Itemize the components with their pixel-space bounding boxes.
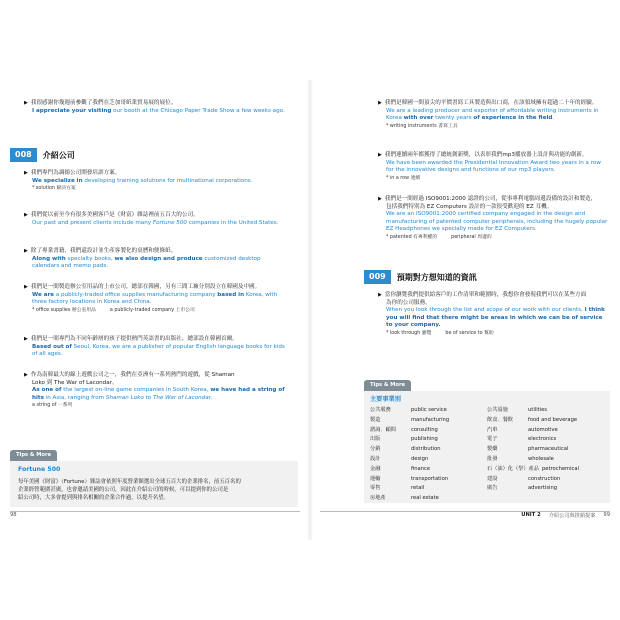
- text: 當你瀏覽我們提供給客戶的工作清單和範圍時，我想你會發現我們可以在某些方面: [384, 292, 587, 298]
- text: 我很感謝你幾週前參觀了我們在芝加哥紙業貿易展的展位。: [30, 100, 177, 106]
- text: Seoul, Korea, we are a publisher of popular English language books for kids of all ages.: [32, 343, 285, 358]
- entry-iso-company: [378, 196, 608, 241]
- text: consulting: [411, 426, 438, 433]
- text: 製藥: [487, 446, 498, 453]
- entry-appreciate-visit: [24, 100, 286, 115]
- text: * writing instruments 書寫工具: [386, 123, 458, 129]
- vocab-row: [370, 494, 608, 504]
- text: 石（油）化（學）產品: [487, 465, 539, 472]
- bullet-icon: ▶: [24, 372, 28, 378]
- text: 汽車: [487, 426, 498, 433]
- text: 廣告: [487, 485, 498, 492]
- text: 房地產: [370, 495, 386, 502]
- text: customized desktop calendars and memo pads.: [32, 255, 261, 270]
- text: a publicly-traded office supplies manufacturing company: [54, 291, 218, 298]
- bullet-icon: ▶: [24, 100, 28, 106]
- vocab-row: [370, 475, 608, 485]
- entry-innovation-award: [378, 152, 608, 182]
- text: real estate: [411, 495, 439, 502]
- text: automotive: [528, 426, 558, 433]
- text: Our past and present clients include many: [32, 219, 153, 226]
- text: 諮詢．顧問: [370, 426, 396, 433]
- section-008-header: [10, 148, 75, 162]
- vocab-row: [370, 484, 608, 494]
- text: pharmaceutical: [528, 446, 569, 453]
- text: We are an ISO9001:2000 certified company engaged in the design and manufacturing of patented computer peripherals, including the hugely popular EZ Headphones we specially made for EZ Computers.: [386, 211, 608, 233]
- text: 每年美國《財富》（Fortune）雜誌會依照年度營業額選出全球五百大的企業排名，前五百名的: [18, 479, 241, 485]
- text: transportation: [411, 475, 449, 482]
- text: We have been awarded the Presidential Innovation Award two years in a row for the innovative designs and functions of our mp3 players.: [386, 159, 601, 174]
- text: our booth at the Chicago Paper Trade Show a few weeks ago.: [111, 107, 285, 114]
- book-gutter: [307, 80, 313, 540]
- bullet-icon: ▶: [378, 292, 382, 298]
- text: 製造: [370, 416, 381, 423]
- text: distribution: [411, 446, 441, 453]
- text: advertising: [528, 485, 558, 492]
- text: based in: [217, 291, 245, 298]
- text: 我們是一間專門為不同年齡層的孩子提供熱門英語書的出版社，總部設在韓國首爾。: [30, 336, 238, 342]
- entry-office-supplies: [24, 284, 286, 314]
- text: Korea, with three factory locations in Korea and China.: [32, 291, 278, 306]
- section-009-header: [364, 270, 477, 284]
- text: 我們是一間製造辦公室用品的上市公司，總部在韓國，另有三間工廠分別設立在韓國及中國。: [30, 284, 261, 290]
- text: wholesale: [528, 455, 554, 462]
- text: peripheral 周邊的: [451, 234, 492, 240]
- text: electronics: [528, 436, 557, 443]
- text: The War of Lacondar: [153, 394, 211, 401]
- text: 包括我們特別為 EZ Computers 設計的一款很受歡迎的 EZ 耳機。: [386, 203, 553, 210]
- text: of experience in the field: [473, 115, 553, 122]
- text: * look through 瀏覽: [386, 330, 432, 336]
- text: petrochemical: [542, 465, 580, 472]
- text: a string of 一系列: [32, 403, 73, 409]
- vocab-row: [370, 426, 608, 436]
- footer-rule-left: [10, 511, 300, 512]
- text: 我們連續兩年都獲得了總統創新獎，以表彰我們mp3播放器上設計與功能的創新。: [384, 152, 588, 158]
- text: design: [411, 455, 429, 462]
- text: As one of: [32, 387, 62, 394]
- text: * in a row 連續: [386, 175, 421, 181]
- text: 建設: [487, 475, 498, 482]
- text: with over: [403, 115, 434, 122]
- text: 我們是一間經過 ISO9001:2000 認證的公司，從事專利電腦周邊設備的設計和製造，: [384, 196, 597, 202]
- text: We specialize in: [32, 177, 83, 184]
- text: companies in the United States.: [186, 219, 279, 226]
- text: * office supplies 辦公室用品: [32, 307, 96, 313]
- vocab-row: [370, 465, 608, 475]
- entry-calendars: [24, 248, 286, 271]
- vocab-row: [370, 416, 608, 426]
- section-number: 009: [364, 270, 391, 284]
- page-number-right: 99: [603, 512, 610, 518]
- vocab-row: [370, 435, 608, 445]
- text: 紹公司時，大多會提到與排名相關的企業合作過，以提升名望。: [18, 495, 169, 501]
- text: in Asia, ranging from: [43, 394, 106, 401]
- section-number: 008: [10, 148, 37, 162]
- text: finance: [411, 465, 431, 472]
- text: Along with: [32, 255, 66, 262]
- text: Fortune 500: [152, 219, 187, 226]
- entry-clients: [24, 212, 286, 227]
- tips-subtitle-fortune: Fortune 500: [18, 466, 61, 473]
- entry-online-games: [24, 372, 286, 409]
- text: * solution 解決方案: [32, 186, 76, 192]
- text: Based out of: [32, 343, 72, 350]
- text: retail: [411, 485, 425, 492]
- tips-tab-left: Tips & More: [10, 450, 57, 461]
- entry-specialize: [24, 170, 286, 192]
- text: twenty years: [433, 115, 474, 122]
- bullet-icon: ▶: [24, 170, 28, 176]
- vocab-row: [370, 445, 608, 455]
- bullet-icon: ▶: [378, 152, 382, 158]
- text: .: [210, 394, 213, 401]
- text: 分銷: [370, 446, 381, 453]
- text: 飲食．餐飲: [487, 416, 513, 423]
- section-title: 預期對方想知道的資訊: [396, 272, 477, 282]
- tips-subtitle-industries: 主要事業別: [370, 396, 401, 403]
- text: we also design and produce: [114, 255, 203, 262]
- text: construction: [528, 475, 561, 482]
- bullet-icon: ▶: [24, 212, 28, 218]
- text: 運輸: [370, 475, 381, 482]
- text: a publicly-traded company 上市公司: [109, 307, 195, 313]
- text: 出版: [370, 436, 381, 443]
- text: 設計: [370, 455, 381, 462]
- text: I appreciate your visiting: [32, 107, 112, 114]
- text: 我們是韓國一間頂尖的平價書寫工具製造與出口商，在該領域擁有超過二十年的經驗。: [384, 100, 598, 106]
- vocab-row: [370, 455, 608, 465]
- text: manufacturing: [411, 416, 450, 423]
- text: .: [552, 115, 555, 122]
- bullet-icon: ▶: [24, 248, 28, 254]
- text: 公共服務: [370, 407, 391, 413]
- text: Loko 到 The War of Lacondar。: [32, 379, 118, 386]
- text: * patented 有專利權的: [386, 234, 438, 240]
- text: 零售: [370, 485, 381, 492]
- text: [487, 494, 528, 504]
- text: 為你的公司服務。: [386, 299, 431, 306]
- tips-text-fortune: [18, 478, 294, 502]
- text: 企業經營範圍甚廣，也會邀請美國的公司，因此在介紹公司的時候，可以提到你的公司是: [18, 487, 229, 493]
- text: food and beverage: [528, 416, 578, 423]
- text: We are: [32, 291, 55, 298]
- text: When you look through the list and scope of our work with our clients,: [386, 307, 585, 314]
- entry-writing-instruments: [378, 100, 608, 130]
- bullet-icon: ▶: [378, 100, 382, 106]
- text: 金融: [370, 465, 381, 472]
- text: we have had a string of hits: [32, 387, 285, 401]
- vocab-row: [370, 406, 608, 416]
- section-title: 介紹公司: [42, 150, 75, 160]
- text: 批發: [487, 455, 498, 462]
- text: developing training solutions for multinational corporations.: [82, 177, 253, 184]
- tips-tab-right: Tips & More: [364, 380, 411, 391]
- text: to: [143, 394, 153, 401]
- text: 我們專門為調揚公司開發培訓方案。: [30, 170, 121, 176]
- text: the largest on-line game companies in South Korea,: [61, 387, 211, 394]
- text: 作為南韓最大的線上遊戲公司之一，我們在亞洲有一系列熱門的遊戲，從 Shaman: [30, 372, 235, 378]
- text: 公共設施: [487, 407, 508, 413]
- text: be of service to 幫助: [445, 330, 494, 336]
- footer-right: [521, 512, 610, 519]
- text: public service: [411, 407, 447, 413]
- unit-label: UNIT 2: [521, 512, 541, 518]
- text: specialty books,: [65, 255, 115, 262]
- bullet-icon: ▶: [378, 196, 382, 202]
- text: publishing: [411, 436, 438, 443]
- text: utilities: [528, 407, 548, 413]
- text: 我們從以前至今有很多美國客戶是《財富》雜誌裡前五百大的公司。: [30, 212, 199, 218]
- entry-scope-of-work: [378, 292, 608, 337]
- bullet-icon: ▶: [24, 284, 28, 290]
- unit-title: 介紹公司與推銷提案: [548, 513, 596, 519]
- text: We are a leading producer and exporter of affordable writing instruments in Korea: [386, 107, 599, 122]
- text: 電子: [487, 436, 498, 443]
- page-number-left: 98: [10, 512, 17, 518]
- entry-publisher: [24, 336, 286, 359]
- text: I think you will find that there might be areas in which we can be of service to your company.: [386, 307, 605, 329]
- text: Shaman Loko: [105, 394, 144, 401]
- text: [528, 494, 608, 504]
- vocab-table: [370, 406, 608, 504]
- text: 除了專業書籍，我們還設計並生產客製化的桌曆和便條紙。: [30, 248, 177, 254]
- bullet-icon: ▶: [24, 336, 28, 342]
